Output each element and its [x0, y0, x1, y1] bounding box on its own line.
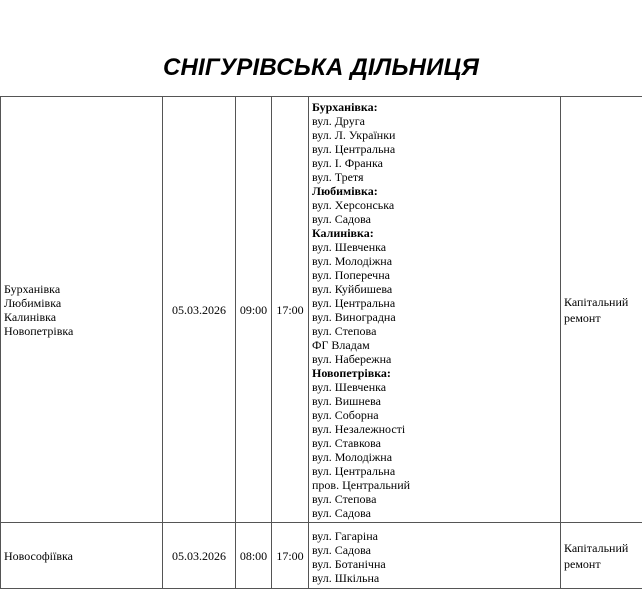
village-heading: Любимівка: — [312, 184, 557, 198]
street-item: вул. Шевченка — [312, 240, 557, 254]
time-to-cell: 17:00 — [272, 97, 309, 523]
street-item: вул. Шевченка — [312, 380, 557, 394]
street-item: вул. Гагаріна — [312, 529, 557, 543]
settlement-name: Новософіївка — [4, 549, 159, 563]
work-type-cell: Капітальний ремонт — [561, 97, 642, 523]
street-item: вул. Центральна — [312, 296, 557, 310]
time-from-cell: 09:00 — [236, 97, 272, 523]
street-item: ФГ Владам — [312, 338, 557, 352]
table-row — [1, 523, 642, 589]
time-to-cell: 17:00 — [272, 523, 309, 589]
street-item: вул. Степова — [312, 492, 557, 506]
village-heading: Новопетрівка: — [312, 366, 557, 380]
village-heading: Бурханівка: — [312, 100, 557, 114]
street-item: вул. Соборна — [312, 408, 557, 422]
street-item: вул. Вишнева — [312, 394, 557, 408]
street-item: вул. Центральна — [312, 464, 557, 478]
street-item: вул. Ставкова — [312, 436, 557, 450]
street-item: вул. Садова — [312, 506, 557, 520]
street-item: вул. Л. Українки — [312, 128, 557, 142]
settlement-name: Любимівка — [4, 296, 159, 310]
street-item: вул. Куйбишева — [312, 282, 557, 296]
street-item: вул. Третя — [312, 170, 557, 184]
settlement-name: Бурханівка — [4, 282, 159, 296]
street-item: вул. Друга — [312, 114, 557, 128]
date-cell: 05.03.2026 — [163, 97, 236, 523]
street-item: вул. Незалежності — [312, 422, 557, 436]
table-row — [1, 97, 642, 523]
streets-cell — [309, 97, 561, 523]
settlements-cell — [1, 97, 163, 523]
street-item: вул. Садова — [312, 543, 557, 557]
settlements-cell — [1, 523, 163, 589]
streets-cell — [309, 523, 561, 589]
street-item: вул. Центральна — [312, 142, 557, 156]
street-item: вул. Молодіжна — [312, 254, 557, 268]
village-heading: Калинівка: — [312, 226, 557, 240]
settlement-name: Калинівка — [4, 310, 159, 324]
settlement-name: Новопетрівка — [4, 324, 159, 338]
street-item: вул. Поперечна — [312, 268, 557, 282]
work-type-cell: Капітальний ремонт — [561, 523, 642, 589]
time-from-cell: 08:00 — [236, 523, 272, 589]
date-cell: 05.03.2026 — [163, 523, 236, 589]
street-item: вул. Молодіжна — [312, 450, 557, 464]
street-item: вул. Ботанічна — [312, 557, 557, 571]
street-item: вул. І. Франка — [312, 156, 557, 170]
street-item: вул. Набережна — [312, 352, 557, 366]
street-item: вул. Садова — [312, 212, 557, 226]
street-item: пров. Центральний — [312, 478, 557, 492]
street-item: вул. Степова — [312, 324, 557, 338]
page-title: СНІГУРІВСЬКА ДІЛЬНИЦЯ — [0, 52, 642, 84]
street-item: вул. Херсонська — [312, 198, 557, 212]
outage-schedule-table — [0, 96, 642, 589]
street-item: вул. Виноградна — [312, 310, 557, 324]
street-item: вул. Шкільна — [312, 571, 557, 585]
